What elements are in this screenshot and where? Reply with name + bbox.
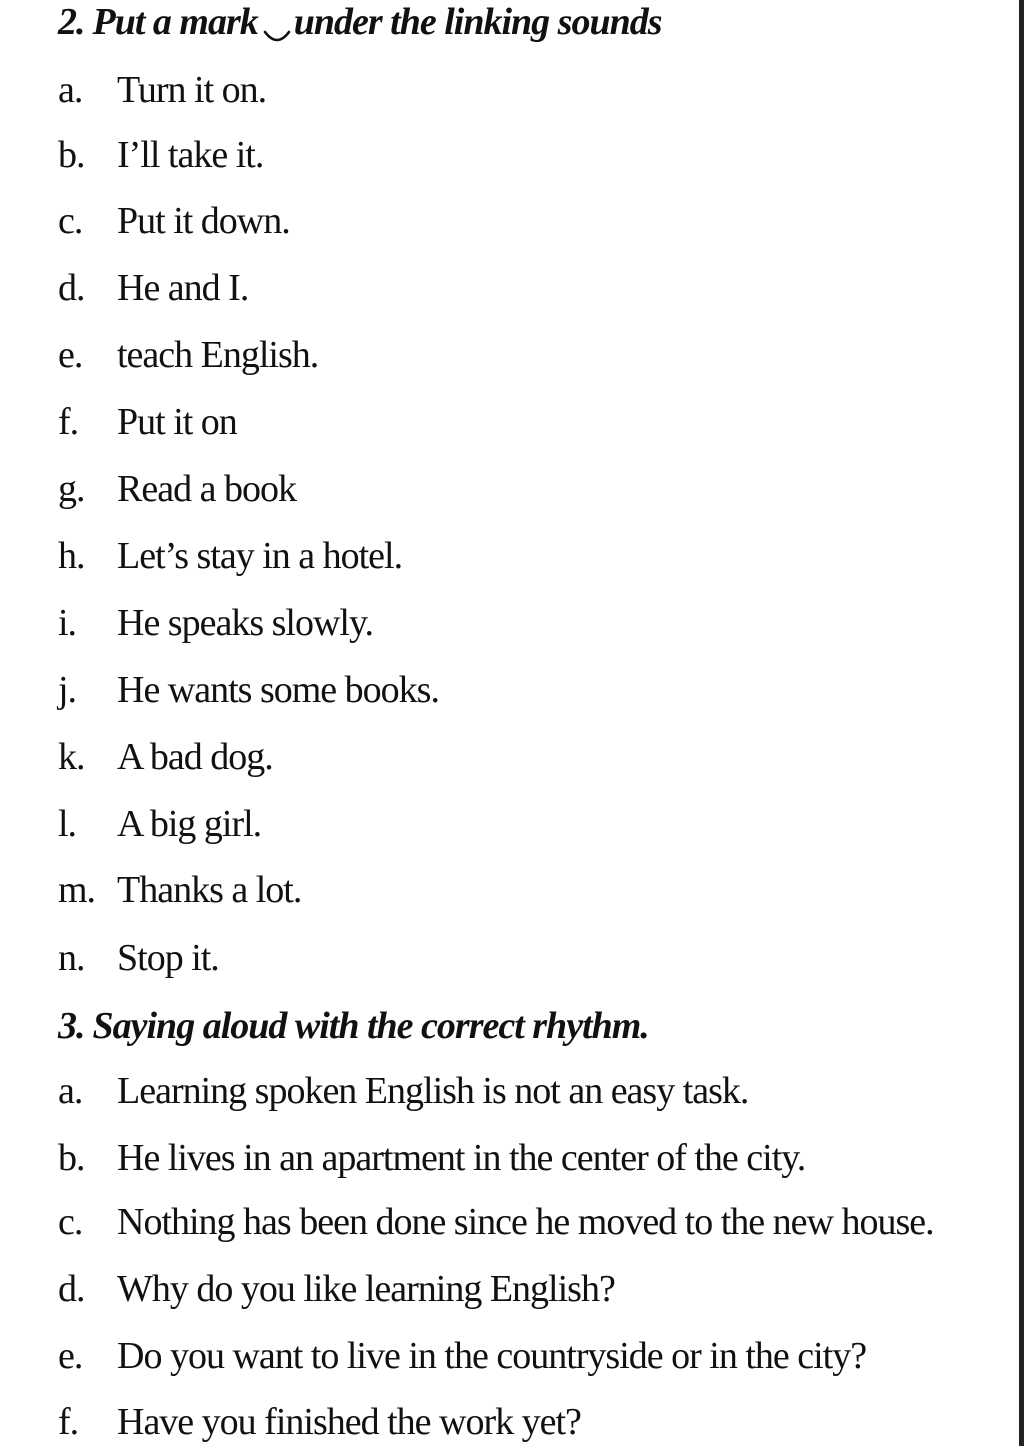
item-text: Nothing has been done since he moved to the new house. (117, 1201, 934, 1243)
list-item (0, 68, 1015, 112)
linking-arc-icon (262, 28, 292, 48)
item-letter: b. (58, 1137, 85, 1179)
section-2-number: 2. (58, 1, 85, 43)
list-item (0, 467, 1015, 511)
item-text: Put it on (117, 401, 237, 443)
item-letter: c. (58, 200, 83, 242)
list-item (0, 1267, 1015, 1311)
item-text: Stop it. (117, 937, 219, 979)
item-text: He lives in an apartment in the center of the city. (117, 1137, 806, 1179)
item-text: Learning spoken English is not an easy task. (117, 1070, 749, 1112)
section-3-heading (58, 1004, 649, 1048)
item-letter: m. (58, 869, 96, 911)
item-letter: n. (58, 937, 85, 979)
item-letter: h. (58, 535, 85, 577)
list-item (0, 601, 1015, 645)
section-2-heading (58, 0, 662, 48)
page-border-line (1019, 0, 1024, 1446)
item-letter: c. (58, 1201, 83, 1243)
list-item (0, 735, 1015, 779)
list-item (0, 668, 1015, 712)
item-text: Put it down. (117, 200, 290, 242)
item-letter: f. (58, 401, 79, 443)
list-item (0, 1334, 1015, 1378)
item-text: He speaks slowly. (117, 602, 373, 644)
item-letter: i. (58, 602, 77, 644)
item-text: He wants some books. (117, 669, 439, 711)
item-letter: b. (58, 134, 85, 176)
list-item (0, 266, 1015, 310)
item-letter: e. (58, 334, 83, 376)
item-text: He and I. (117, 267, 249, 309)
list-item (0, 534, 1015, 578)
list-item (0, 400, 1015, 444)
item-text: Do you want to live in the countryside or in the city? (117, 1335, 867, 1377)
list-item (0, 199, 1015, 243)
item-letter: f. (58, 1401, 79, 1443)
item-letter: j. (58, 669, 77, 711)
list-item (0, 1400, 1015, 1444)
item-letter: e. (58, 1335, 83, 1377)
item-text: Thanks a lot. (117, 869, 302, 911)
section-3-heading-text: Saying aloud with the correct rhythm. (92, 1005, 649, 1047)
section-3-number: 3. (58, 1005, 85, 1047)
item-letter: g. (58, 468, 85, 510)
list-item (0, 1200, 1015, 1244)
item-letter: l. (58, 803, 77, 845)
item-text: Why do you like learning English? (117, 1268, 615, 1310)
item-text: Let’s stay in a hotel. (117, 535, 403, 577)
item-text: A big girl. (117, 803, 262, 845)
item-text: teach English. (117, 334, 319, 376)
section-2-heading-after: under the linking sounds (293, 1, 662, 43)
item-letter: d. (58, 1268, 85, 1310)
list-item (0, 1136, 1015, 1180)
item-letter: a. (58, 69, 83, 111)
item-letter: a. (58, 1070, 83, 1112)
item-text: A bad dog. (117, 736, 273, 778)
item-letter: k. (58, 736, 85, 778)
item-text: Have you finished the work yet? (117, 1401, 581, 1443)
list-item (0, 333, 1015, 377)
item-text: Turn it on. (117, 69, 267, 111)
list-item (0, 936, 1015, 980)
item-text: I’ll take it. (117, 134, 264, 176)
list-item (0, 802, 1015, 846)
item-text: Read a book (117, 468, 296, 510)
item-letter: d. (58, 267, 85, 309)
list-item (0, 133, 1015, 177)
list-item (0, 1069, 1015, 1113)
section-2-heading-before: Put a mark (92, 1, 258, 43)
list-item (0, 868, 1015, 912)
